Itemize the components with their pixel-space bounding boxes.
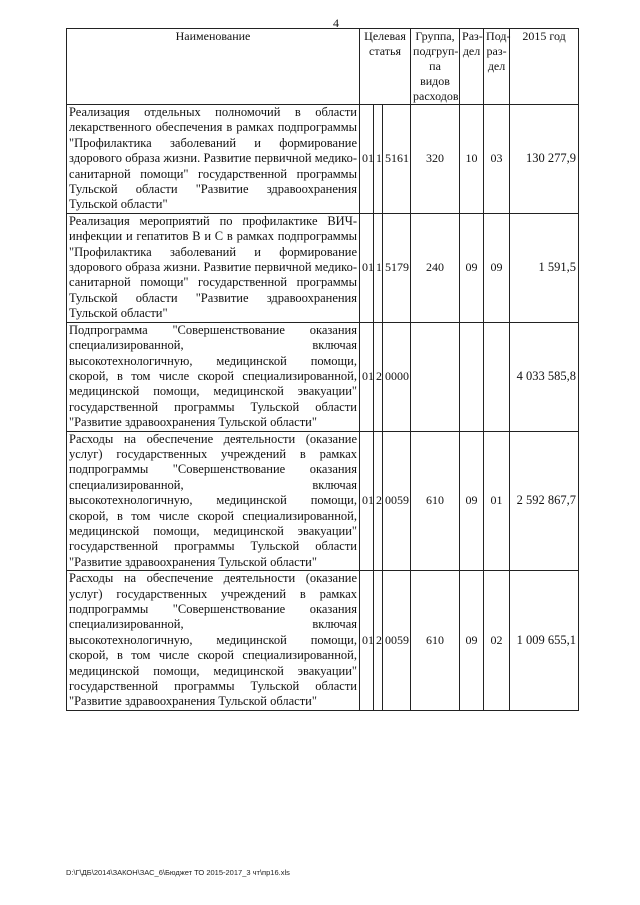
table-row xyxy=(67,571,579,711)
row-code-subprogram: 1 xyxy=(374,213,383,322)
row-code-direction: 0059 xyxy=(383,571,411,711)
file-path-footer: D:\Г\ДБ\2014\ЗАКОН\ЗАС_6\Бюджет ТО 2015-2017_3 чт\пр16.xls xyxy=(66,868,290,877)
row-name: Реализация мероприятий по профилактике ВИЧ-инфекции и гепатитов В и С в рамках подпрограммы "Профилактика заболеваний и формирование здорового образа жизни. Развитие первичной медико-санитарной помощи" государственной программы Тульской области "Развитие здравоохранения Тульской области" xyxy=(67,213,360,322)
row-code-direction: 0000 xyxy=(383,322,411,431)
header-subsection: Под-раз-дел xyxy=(484,29,510,105)
header-target-article: Целевая статья xyxy=(360,29,411,105)
row-code-subprogram: 2 xyxy=(374,571,383,711)
table-row xyxy=(67,322,579,431)
row-subsection: 09 xyxy=(484,213,510,322)
row-code-subprogram: 2 xyxy=(374,322,383,431)
header-section: Раз-дел xyxy=(460,29,484,105)
row-section: 10 xyxy=(460,105,484,214)
row-name: Расходы на обеспечение деятельности (оказание услуг) государственных учреждений в рамках подпрограммы "Совершенствование оказания специализированной, включая высокотехнологичную, медицинской помощи, скорой, в том числе скорой специализированной, медицинской помощи, медицинской эвакуации" государственной программы Тульской области "Развитие здравоохранения Тульской области" xyxy=(67,571,360,711)
row-amount: 4 033 585,8 xyxy=(510,322,579,431)
row-code-program: 01 xyxy=(360,213,374,322)
row-group: 320 xyxy=(411,105,460,214)
row-name: Подпрограмма "Совершенствование оказания специализированной, включая высокотехнологичную, медицинской помощи, скорой, в том числе скорой специализированной, медицинской помощи, медицинской эвакуации" государственной программы Тульской области "Развитие здравоохранения Тульской области" xyxy=(67,322,360,431)
budget-table xyxy=(66,28,579,711)
row-group xyxy=(411,322,460,431)
row-name: Расходы на обеспечение деятельности (оказание услуг) государственных учреждений в рамках подпрограммы "Совершенствование оказания специализированной, включая высокотехнологичную, медицинской помощи, скорой, в том числе скорой специализированной, медицинской помощи, медицинской эвакуации" государственной программы Тульской области "Развитие здравоохранения Тульской области" xyxy=(67,431,360,571)
row-code-direction: 0059 xyxy=(383,431,411,571)
row-code-direction: 5161 xyxy=(383,105,411,214)
header-year: 2015 год xyxy=(510,29,579,105)
row-section xyxy=(460,322,484,431)
table-row xyxy=(67,431,579,571)
row-group: 610 xyxy=(411,431,460,571)
row-subsection: 02 xyxy=(484,571,510,711)
row-subsection xyxy=(484,322,510,431)
table-header-row xyxy=(67,29,579,105)
row-amount: 130 277,9 xyxy=(510,105,579,214)
row-amount: 2 592 867,7 xyxy=(510,431,579,571)
row-subsection: 03 xyxy=(484,105,510,214)
row-group: 610 xyxy=(411,571,460,711)
row-amount: 1 591,5 xyxy=(510,213,579,322)
row-code-program: 01 xyxy=(360,322,374,431)
row-amount: 1 009 655,1 xyxy=(510,571,579,711)
row-code-program: 01 xyxy=(360,431,374,571)
row-section: 09 xyxy=(460,571,484,711)
row-code-subprogram: 2 xyxy=(374,431,383,571)
table-row xyxy=(67,105,579,214)
row-name: Реализация отдельных полномочий в области лекарственного обеспечения в рамках подпрограммы "Профилактика заболеваний и формирование здорового образа жизни. Развитие первичной медико-санитарной помощи" государственной программы Тульской области "Развитие здравоохранения Тульской области" xyxy=(67,105,360,214)
row-group: 240 xyxy=(411,213,460,322)
table-row xyxy=(67,213,579,322)
row-code-program: 01 xyxy=(360,105,374,214)
row-subsection: 01 xyxy=(484,431,510,571)
row-code-program: 01 xyxy=(360,571,374,711)
page-number: 4 xyxy=(333,16,339,30)
header-name: Наименование xyxy=(67,29,360,105)
header-group: Группа, подгруп-па видов расходов xyxy=(411,29,460,105)
row-code-direction: 5179 xyxy=(383,213,411,322)
row-section: 09 xyxy=(460,213,484,322)
row-section: 09 xyxy=(460,431,484,571)
row-code-subprogram: 1 xyxy=(374,105,383,214)
